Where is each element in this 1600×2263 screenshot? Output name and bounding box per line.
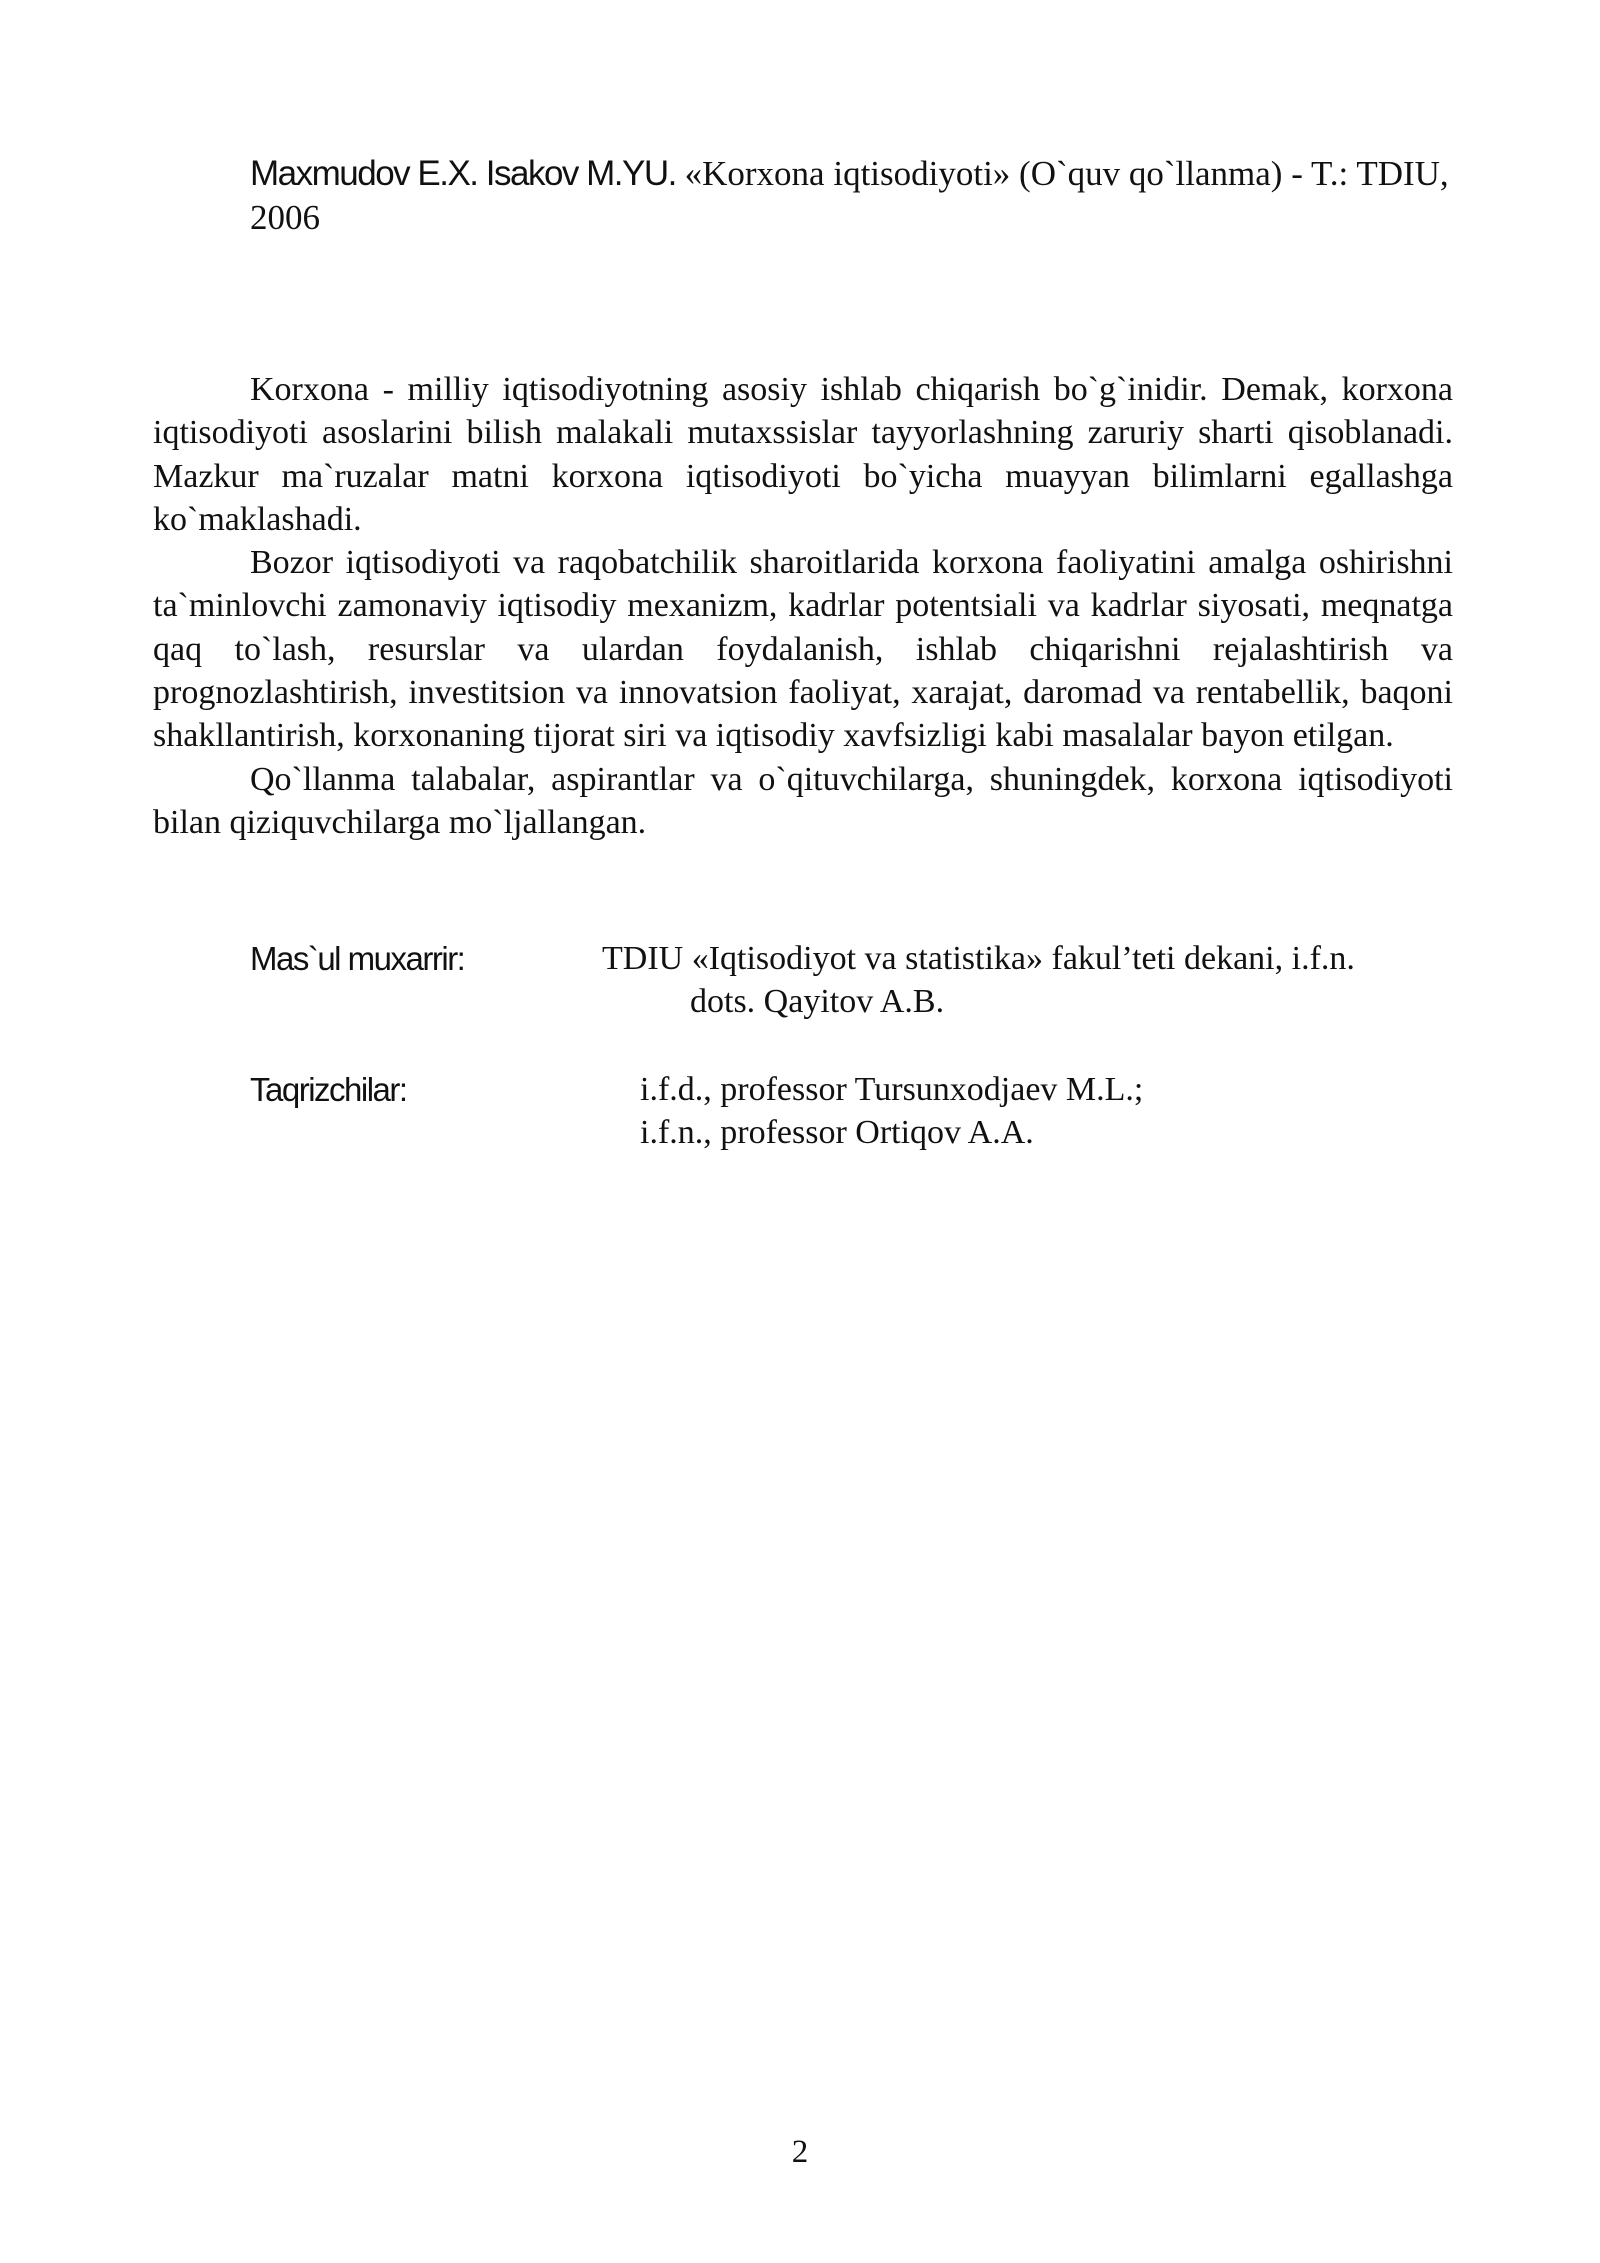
annotation-text bbox=[153, 368, 1453, 844]
page-number: 2 bbox=[791, 2134, 809, 2170]
editor-affiliation: TDIU «Iqtisodiyot va statistika» fakul’teti dekani, i.f.n. bbox=[602, 940, 1355, 977]
citation-title: «Korxona iqtisodiyoti» (O`quv qo`llanma) - T.: TDIU, 2006 bbox=[250, 154, 1449, 237]
bibliographic-citation bbox=[250, 152, 1460, 240]
citation-authors: Maxmudov E.X. Isakov M.YU. bbox=[250, 154, 676, 193]
reviewer-item: i.f.d., professor Tursunxodjaev M.L.; bbox=[640, 1071, 1144, 1108]
reviewers-label: Taqrizchilar: bbox=[250, 1071, 407, 1108]
paragraph: Korxona - milliy iqtisodiyotning asosiy ishlab chiqarish bo`g`inidir. Demak, korxona iqtisodiyoti asoslarini bilish malakali mutaxssislar tayyorlashning zaruriy sharti qisoblanadi. Mazkur ma`ruzalar matni korxona iqtisodiyoti bo`yicha muayyan bilimlarni egallashga ko`maklashadi. bbox=[153, 371, 1453, 538]
reviewer-item: i.f.n., professor Ortiqov A.A. bbox=[640, 1114, 1034, 1151]
editor-name: dots. Qayitov A.B. bbox=[690, 983, 945, 1020]
editor-label: Mas`ul muxarrir: bbox=[250, 940, 465, 977]
paragraph: Bozor iqtisodiyoti va raqobatchilik sharoitlarida korxona faoliyatini amalga oshirishni ta`minlovchi zamonaviy iqtisodiy mexanizm, kadrlar potentsiali va kadrlar siyosati, meqnatga qaq to`lash, resurslar va ulardan foydalanish, ishlab chiqarishni rejalashtirish va prognozlashtirish, investitsion va innovatsion faoliyat, xarajat, daromad va rentabellik, baqoni shakllantirish, korxonaning tijorat siri va iqtisodiy xavfsizligi kabi masalalar bayon etilgan. bbox=[153, 544, 1453, 755]
paragraph: Qo`llanma talabalar, aspirantlar va o`qituvchilarga, shuningdek, korxona iqtisodiyoti bilan qiziquvchilarga mo`ljallangan. bbox=[153, 760, 1453, 841]
